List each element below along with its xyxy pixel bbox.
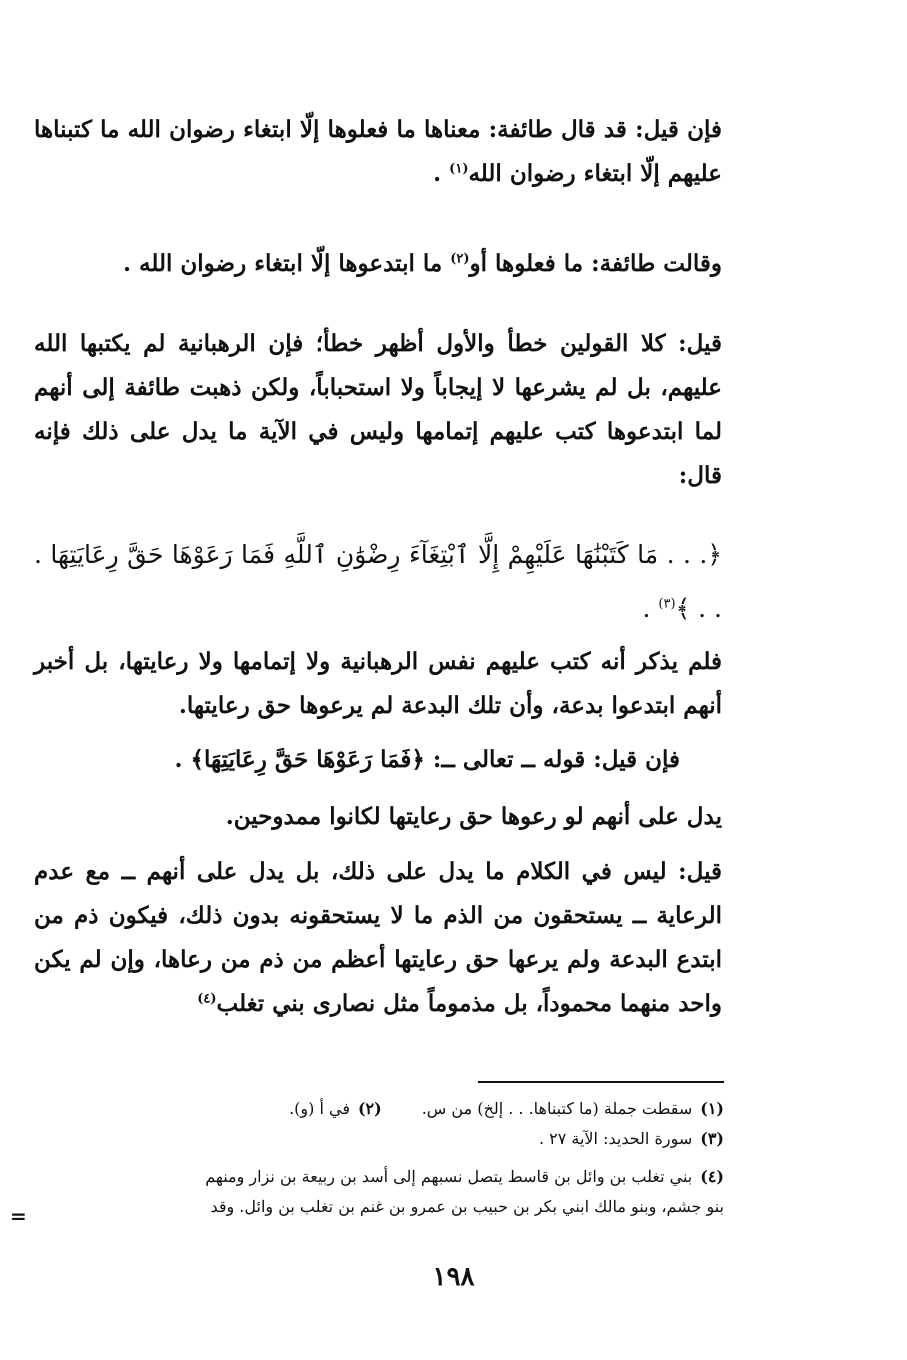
paragraph-text: فإن قيل: قوله ــ تعالى ــ: ﴿فَمَا رَعَوْهَا حَقَّ رِعَايَتِهَا﴾ . [174, 746, 680, 773]
paragraph-text: قيل: ليس في الكلام ما يدل على ذلك، بل يدل على أنهم ــ مع عدم الرعاية ــ يستحقون من الذم ما لا يستحقونه بدون ذلك، فيكون ذم من ابتدع البدعة ولم يرعها حق رعايتها أعظم من ذم من رعاها، وإن لم يكن واحد منهما محموداً، بل مذموماً مثل نصارى بني تغلب [34, 858, 722, 1017]
paragraph-text: قيل: كلا القولين خطأ والأول أظهر خطأ؛ فإن الرهبانية لم يكتبها الله عليهم، بل لم يشرعها لا إيجاباً ولا استحباباً، ولكن ذهبت طائفة إلى أنهم لما ابتدعوها كتب عليهم إتمامها وليس في الآية ما يدل على ذلك فإنه قال: [34, 330, 722, 489]
paragraph-text: يدل على أنهم لو رعوها حق رعايتها لكانوا ممدوحين. [225, 803, 722, 830]
footnote-divider [478, 1081, 724, 1083]
footnote-1 [422, 1094, 724, 1124]
quran-verse [34, 528, 722, 636]
footnote-line [34, 1192, 724, 1222]
footnote-number: (٣) [700, 1129, 724, 1148]
continuation-mark: = [10, 1204, 27, 1228]
verse-text: ﴿. . . مَا كَتَبْنَٰهَا عَلَيْهِمْ إِلَّا ٱبْتِغَآءَ رِضْوَٰنِ ٱللَّهِ فَمَا رَعَوْهَا حَقَّ رِعَايَتِهَا . . . ﴾ [34, 540, 722, 623]
paragraph-reply-2 [34, 640, 722, 728]
footnote-marker-4: (٤) [197, 991, 217, 1007]
footnote-number: (٢) [357, 1099, 382, 1118]
footnote-text: بني تغلب بن وائل بن قاسط يتصل نسبهم إلى أسد بن ربيعة بن نزار ومنهم [205, 1167, 693, 1186]
paragraph-objection-1 [34, 108, 722, 196]
footnote-text: سورة الحديد: الآية ٢٧ . [538, 1129, 693, 1148]
footnote-number: (١) [700, 1099, 724, 1118]
footnote-4 [34, 1162, 724, 1222]
footnote-text: في أ (و). [289, 1099, 350, 1118]
verse-tail: . [642, 594, 659, 623]
footnote-marker-3: (٣) [658, 596, 676, 612]
footnote-3 [34, 1124, 724, 1154]
paragraph-text: وقالت طائفة: ما فعلوها أو [469, 250, 722, 277]
footnote-row [34, 1094, 724, 1124]
footnote-marker-1: (١) [449, 161, 469, 177]
footnote-row-1-2 [34, 1094, 724, 1124]
page-number: ١٩٨ [432, 1262, 475, 1292]
paragraph-text: فإن قيل: قد قال طائفة: معناها ما فعلوها إلّا ابتغاء رضوان الله ما كتبناها عليهم إلّا ابتغاء رضوان الله [34, 116, 722, 187]
footnote-text: سقطت جملة (ما كتبناها. . . إلخ) من س. [421, 1099, 693, 1118]
paragraph-objection-3 [34, 738, 722, 782]
paragraph-objection-3-cont [34, 795, 722, 839]
paragraph-reply-3 [34, 850, 722, 1026]
footnote-line [34, 1162, 724, 1192]
paragraph-tail: . [433, 160, 450, 187]
paragraph-objection-2 [34, 242, 722, 286]
footnote-2 [289, 1094, 382, 1124]
footnote-text: بنو جشم، وبنو مالك ابني بكر بن حبيب بن عمرو بن غنم بن تغلب بن وائل. وقد [210, 1197, 724, 1216]
paragraph-tail: ما ابتدعوها إلّا ابتغاء رضوان الله . [123, 250, 451, 277]
footnote-number: (٤) [700, 1167, 724, 1186]
paragraph-reply-1 [34, 322, 722, 498]
footnote-marker-2: (٢) [450, 251, 470, 267]
paragraph-text: فلم يذكر أنه كتب عليهم نفس الرهبانية ولا إتمامها ولا رعايتها، بل أخبر أنهم ابتدعوا بدعة، وأن تلك البدعة لم يرعوها حق رعايتها. [34, 648, 722, 719]
